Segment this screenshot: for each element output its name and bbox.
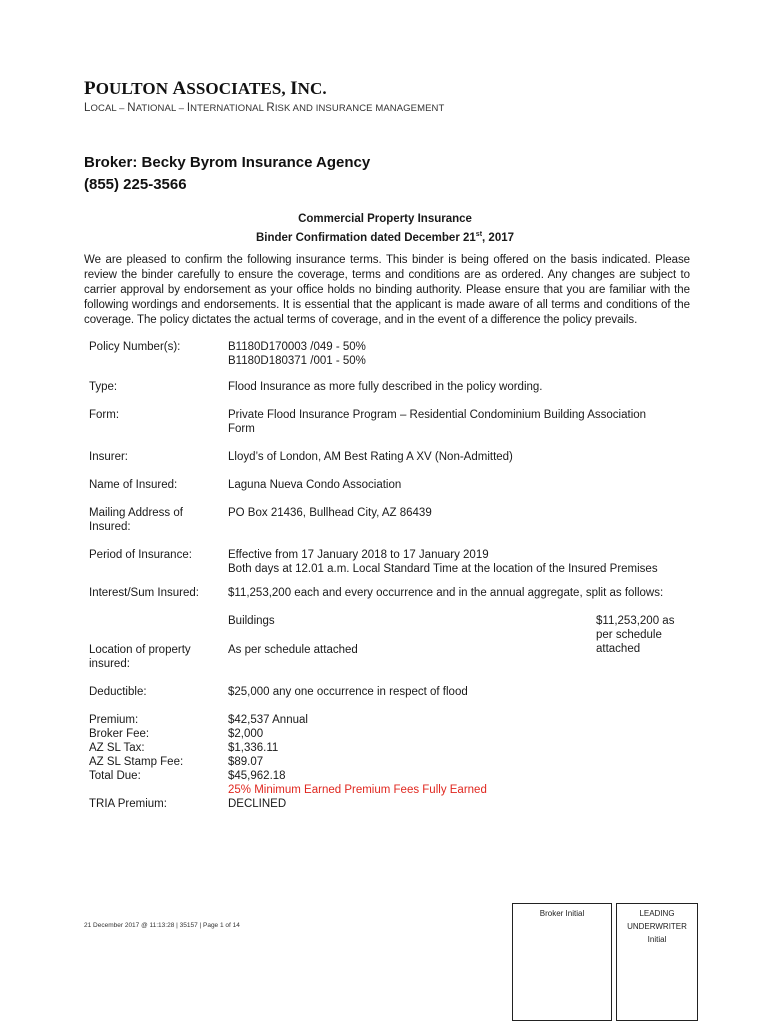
- field-label: TRIA Premium:: [89, 798, 167, 810]
- broker-initial-box[interactable]: [512, 903, 612, 1021]
- field-label: Premium: Broker Fee: AZ SL Tax: AZ SL Stamp Fee: Total Due:: [89, 714, 184, 782]
- field-label: Policy Number(s):: [89, 341, 181, 353]
- broker-name: Broker: Becky Byrom Insurance Agency: [84, 154, 371, 171]
- document-title: [84, 212, 686, 246]
- field-label: Mailing Address of Insured:: [89, 507, 183, 533]
- company-name: POULTON ASSOCIATES, INC.: [84, 78, 327, 99]
- field-value: B1180D170003 /049 - 50% B1180D180371 /001 - 50%: [228, 341, 366, 367]
- field-label: Form:: [89, 409, 120, 421]
- buildings-amount: $11,253,200 as per schedule attached: [596, 615, 675, 655]
- field-value: PO Box 21436, Bullhead City, AZ 86439: [228, 507, 432, 519]
- field-label: Period of Insurance:: [89, 549, 192, 561]
- buildings-label: Buildings: [228, 615, 275, 627]
- underwriter-label: UNDERWRITER: [627, 922, 687, 931]
- company-tagline: LOCAL – NATIONAL – INTERNATIONAL RISK AND INSURANCE MANAGEMENT: [84, 102, 445, 114]
- field-label: Type:: [89, 381, 118, 393]
- field-value: As per schedule attached: [228, 644, 358, 656]
- leading-label: LEADING: [639, 909, 675, 918]
- field-value: DECLINED: [228, 798, 287, 810]
- field-value: Effective from 17 January 2018 to 17 January 2019 Both days at 12.01 a.m. Local Standard Time at the location of the Insured Premises: [228, 549, 658, 575]
- intro-paragraph: We are pleased to confirm the following insurance terms. This binder is being offered on the basis indicated. Please review the binder carefully to ensure the coverage, terms and conditions are as ordered. Any changes are subject to carrier approval by endorsement as your office holds no binding authority. Please ensure that you are familiar with the following wordings and endorsements. It is essential that the applicant is made aware of all terms and conditions of the coverage. The policy dictates the actual terms of coverage, and in the event of a difference the policy prevails.: [84, 254, 690, 326]
- field-value: Flood Insurance as more fully described in the policy wording.: [228, 381, 543, 393]
- field-value: Private Flood Insurance Program – Residential Condominium Building Association Form: [228, 409, 647, 435]
- initial-label: Initial: [647, 935, 667, 944]
- field-value: $42,537 Annual $2,000 $1,336.11 $89.07 $45,962.18 25% Minimum Earned Premium Fees Fully Earned: [228, 713, 688, 797]
- document-title-line2: Binder Confirmation dated December 21st, 2017: [255, 231, 515, 244]
- field-label: Interest/Sum Insured:: [89, 587, 199, 599]
- field-value: $11,253,200 each and every occurrence and in the annual aggregate, split as follows:: [228, 587, 664, 599]
- field-value: $25,000 any one occurrence in respect of flood: [228, 686, 468, 698]
- field-label: Name of Insured:: [89, 479, 178, 491]
- field-value: Lloyd’s of London, AM Best Rating A XV (Non-Admitted): [228, 451, 513, 463]
- field-label: Location of property insured:: [89, 644, 191, 670]
- earned-premium-note: 25% Minimum Earned Premium Fees Fully Earned: [228, 784, 487, 796]
- document-title-line1: Commercial Property Insurance: [298, 213, 472, 225]
- field-value: Laguna Nueva Condo Association: [228, 479, 402, 491]
- leading-underwriter-initial-box[interactable]: [616, 903, 698, 1021]
- field-label: Insurer:: [89, 451, 128, 463]
- broker-initial-label: Broker Initial: [539, 909, 585, 918]
- broker-block: [84, 152, 370, 196]
- field-value: [228, 614, 688, 655]
- page-footer: 21 December 2017 @ 11:13:28 | 35157 | Page 1 of 14: [84, 922, 240, 929]
- broker-phone: (855) 225-3566: [84, 176, 187, 193]
- field-label: Deductible:: [89, 686, 147, 698]
